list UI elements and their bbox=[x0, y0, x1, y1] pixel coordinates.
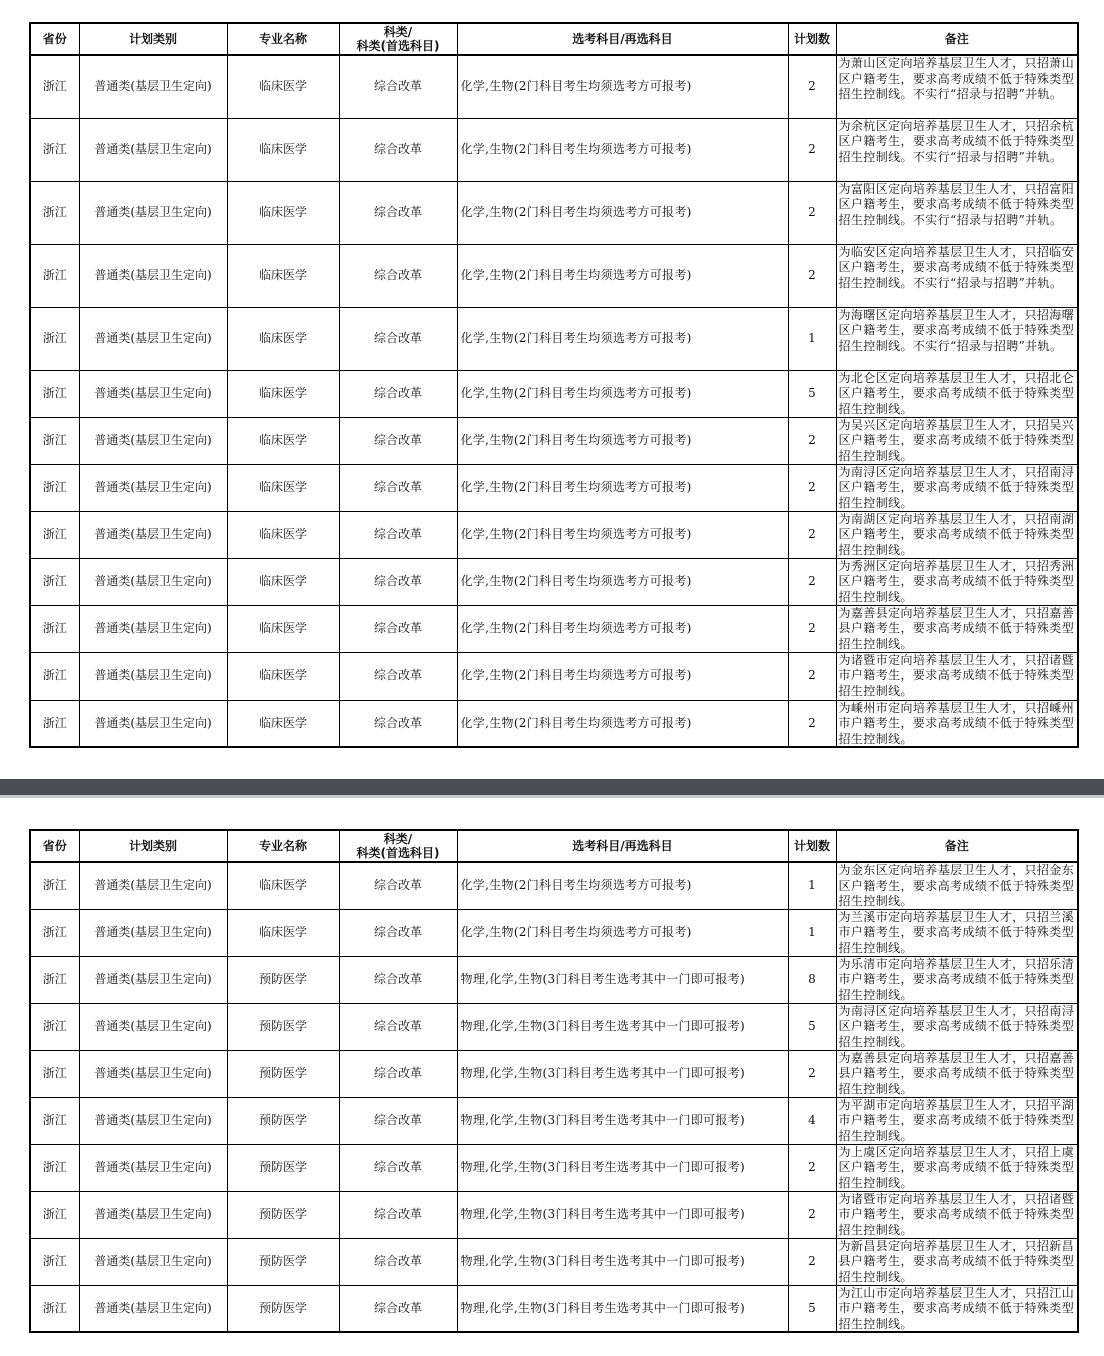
cell-province: 浙江 bbox=[30, 307, 79, 370]
cell-plan-type: 普通类(基层卫生定向) bbox=[79, 1144, 227, 1191]
cell-province: 浙江 bbox=[30, 1144, 79, 1191]
cell-subjects: 物理,化学,生物(3门科目考生选考其中一门即可报考) bbox=[457, 1003, 788, 1050]
cell-note bbox=[836, 417, 1078, 464]
header-category-line2: 科类(首选科目) bbox=[356, 846, 440, 860]
cell-note bbox=[836, 1285, 1078, 1332]
cell-subjects: 物理,化学,生物(3门科目考生选考其中一门即可报考) bbox=[457, 1285, 788, 1332]
header-major: 专业名称 bbox=[227, 23, 339, 55]
header-plan-type: 计划类别 bbox=[79, 23, 227, 55]
note-text: 为诸暨市定向培养基层卫生人才，只招诸暨市户籍考生，要求高考成绩不低于特殊类型招生控制线。 bbox=[838, 1191, 1075, 1237]
cell-category: 综合改革 bbox=[339, 417, 457, 464]
cell-subjects: 物理,化学,生物(3门科目考生选考其中一门即可报考) bbox=[457, 1191, 788, 1238]
cell-count: 4 bbox=[788, 1097, 836, 1144]
cell-plan-type: 普通类(基层卫生定向) bbox=[79, 700, 227, 747]
cell-major: 临床医学 bbox=[227, 118, 339, 181]
cell-category: 综合改革 bbox=[339, 464, 457, 511]
table-row bbox=[30, 1144, 1078, 1191]
cell-note bbox=[836, 1003, 1078, 1050]
cell-major: 临床医学 bbox=[227, 244, 339, 307]
table-header-row bbox=[30, 23, 1078, 55]
cell-subjects: 物理,化学,生物(3门科目考生选考其中一门即可报考) bbox=[457, 1050, 788, 1097]
cell-plan-type: 普通类(基层卫生定向) bbox=[79, 118, 227, 181]
table-row bbox=[30, 244, 1078, 307]
header-province: 省份 bbox=[30, 830, 79, 862]
cell-count: 5 bbox=[788, 1003, 836, 1050]
cell-count: 2 bbox=[788, 1191, 836, 1238]
header-plan-type: 计划类别 bbox=[79, 830, 227, 862]
table-row bbox=[30, 1191, 1078, 1238]
cell-plan-type: 普通类(基层卫生定向) bbox=[79, 652, 227, 700]
note-text: 为富阳区定向培养基层卫生人才，只招富阳区户籍考生，要求高考成绩不低于特殊类型招生控制线。不实行“招录与招聘”并轨。 bbox=[838, 181, 1075, 227]
cell-category: 综合改革 bbox=[339, 370, 457, 417]
admission-plan-table-2 bbox=[29, 829, 1079, 1333]
cell-plan-type: 普通类(基层卫生定向) bbox=[79, 862, 227, 909]
cell-count: 2 bbox=[788, 1238, 836, 1285]
header-note: 备注 bbox=[836, 830, 1078, 862]
cell-count: 2 bbox=[788, 1144, 836, 1191]
note-text: 为南湖区定向培养基层卫生人才，只招南湖区户籍考生，要求高考成绩不低于特殊类型招生控制线。 bbox=[838, 511, 1075, 557]
table-row bbox=[30, 862, 1078, 909]
cell-major: 临床医学 bbox=[227, 417, 339, 464]
cell-category: 综合改革 bbox=[339, 652, 457, 700]
cell-province: 浙江 bbox=[30, 1238, 79, 1285]
cell-count: 2 bbox=[788, 558, 836, 605]
cell-plan-type: 普通类(基层卫生定向) bbox=[79, 307, 227, 370]
cell-subjects: 化学,生物(2门科目考生均须选考方可报考) bbox=[457, 244, 788, 307]
header-category-line1: 科类/ bbox=[383, 25, 413, 39]
cell-subjects: 化学,生物(2门科目考生均须选考方可报考) bbox=[457, 55, 788, 118]
cell-province: 浙江 bbox=[30, 55, 79, 118]
cell-province: 浙江 bbox=[30, 862, 79, 909]
cell-major: 临床医学 bbox=[227, 511, 339, 558]
header-category bbox=[339, 830, 457, 862]
cell-count: 2 bbox=[788, 55, 836, 118]
table-row bbox=[30, 1238, 1078, 1285]
cell-note bbox=[836, 1191, 1078, 1238]
cell-subjects: 化学,生物(2门科目考生均须选考方可报考) bbox=[457, 652, 788, 700]
cell-province: 浙江 bbox=[30, 558, 79, 605]
cell-category: 综合改革 bbox=[339, 909, 457, 956]
cell-subjects: 化学,生物(2门科目考生均须选考方可报考) bbox=[457, 558, 788, 605]
table-row bbox=[30, 118, 1078, 181]
table-row bbox=[30, 370, 1078, 417]
cell-subjects: 化学,生物(2门科目考生均须选考方可报考) bbox=[457, 307, 788, 370]
cell-category: 综合改革 bbox=[339, 1285, 457, 1332]
cell-major: 预防医学 bbox=[227, 1003, 339, 1050]
cell-category: 综合改革 bbox=[339, 862, 457, 909]
cell-plan-type: 普通类(基层卫生定向) bbox=[79, 558, 227, 605]
table-row bbox=[30, 1285, 1078, 1332]
cell-province: 浙江 bbox=[30, 700, 79, 747]
table-body-2 bbox=[30, 862, 1078, 1332]
cell-subjects: 化学,生物(2门科目考生均须选考方可报考) bbox=[457, 862, 788, 909]
cell-province: 浙江 bbox=[30, 652, 79, 700]
cell-major: 预防医学 bbox=[227, 1285, 339, 1332]
table-row bbox=[30, 909, 1078, 956]
cell-note bbox=[836, 558, 1078, 605]
cell-count: 2 bbox=[788, 464, 836, 511]
cell-plan-type: 普通类(基层卫生定向) bbox=[79, 55, 227, 118]
cell-count: 2 bbox=[788, 417, 836, 464]
note-text: 为江山市定向培养基层卫生人才，只招江山市户籍考生，要求高考成绩不低于特殊类型招生控制线。 bbox=[838, 1285, 1075, 1331]
cell-subjects: 物理,化学,生物(3门科目考生选考其中一门即可报考) bbox=[457, 1097, 788, 1144]
cell-note bbox=[836, 605, 1078, 652]
table-row bbox=[30, 307, 1078, 370]
cell-category: 综合改革 bbox=[339, 307, 457, 370]
cell-count: 2 bbox=[788, 1050, 836, 1097]
table-row bbox=[30, 956, 1078, 1003]
table-row bbox=[30, 652, 1078, 700]
cell-category: 综合改革 bbox=[339, 956, 457, 1003]
cell-major: 临床医学 bbox=[227, 862, 339, 909]
cell-subjects: 化学,生物(2门科目考生均须选考方可报考) bbox=[457, 118, 788, 181]
cell-major: 临床医学 bbox=[227, 307, 339, 370]
header-category-line2: 科类(首选科目) bbox=[356, 39, 440, 53]
table-row bbox=[30, 1097, 1078, 1144]
cell-plan-type: 普通类(基层卫生定向) bbox=[79, 1097, 227, 1144]
note-text: 为临安区定向培养基层卫生人才，只招临安区户籍考生，要求高考成绩不低于特殊类型招生控制线。不实行“招录与招聘”并轨。 bbox=[838, 244, 1075, 290]
cell-note bbox=[836, 956, 1078, 1003]
cell-province: 浙江 bbox=[30, 1097, 79, 1144]
cell-major: 预防医学 bbox=[227, 1144, 339, 1191]
cell-major: 临床医学 bbox=[227, 909, 339, 956]
cell-category: 综合改革 bbox=[339, 700, 457, 747]
cell-note bbox=[836, 370, 1078, 417]
cell-major: 临床医学 bbox=[227, 700, 339, 747]
cell-category: 综合改革 bbox=[339, 55, 457, 118]
header-note: 备注 bbox=[836, 23, 1078, 55]
cell-province: 浙江 bbox=[30, 244, 79, 307]
cell-category: 综合改革 bbox=[339, 605, 457, 652]
cell-note bbox=[836, 511, 1078, 558]
header-count: 计划数 bbox=[788, 830, 836, 862]
cell-subjects: 化学,生物(2门科目考生均须选考方可报考) bbox=[457, 700, 788, 747]
cell-category: 综合改革 bbox=[339, 1238, 457, 1285]
header-category bbox=[339, 23, 457, 55]
cell-category: 综合改革 bbox=[339, 1144, 457, 1191]
cell-plan-type: 普通类(基层卫生定向) bbox=[79, 181, 227, 244]
table-row bbox=[30, 181, 1078, 244]
cell-count: 5 bbox=[788, 1285, 836, 1332]
header-category-line1: 科类/ bbox=[383, 832, 413, 846]
cell-plan-type: 普通类(基层卫生定向) bbox=[79, 956, 227, 1003]
note-text: 为余杭区定向培养基层卫生人才，只招余杭区户籍考生，要求高考成绩不低于特殊类型招生控制线。不实行“招录与招聘”并轨。 bbox=[838, 118, 1075, 164]
cell-note bbox=[836, 307, 1078, 370]
cell-category: 综合改革 bbox=[339, 118, 457, 181]
cell-count: 2 bbox=[788, 244, 836, 307]
cell-note bbox=[836, 1238, 1078, 1285]
note-text: 为嘉善县定向培养基层卫生人才，只招嘉善县户籍考生，要求高考成绩不低于特殊类型招生控制线。 bbox=[838, 1050, 1075, 1096]
cell-major: 临床医学 bbox=[227, 652, 339, 700]
cell-province: 浙江 bbox=[30, 1191, 79, 1238]
cell-plan-type: 普通类(基层卫生定向) bbox=[79, 244, 227, 307]
cell-category: 综合改革 bbox=[339, 181, 457, 244]
cell-count: 2 bbox=[788, 700, 836, 747]
cell-province: 浙江 bbox=[30, 909, 79, 956]
table-row bbox=[30, 1003, 1078, 1050]
table-row bbox=[30, 605, 1078, 652]
cell-plan-type: 普通类(基层卫生定向) bbox=[79, 511, 227, 558]
cell-province: 浙江 bbox=[30, 956, 79, 1003]
cell-major: 临床医学 bbox=[227, 464, 339, 511]
cell-province: 浙江 bbox=[30, 181, 79, 244]
cell-province: 浙江 bbox=[30, 605, 79, 652]
cell-province: 浙江 bbox=[30, 118, 79, 181]
table-row bbox=[30, 464, 1078, 511]
cell-major: 临床医学 bbox=[227, 370, 339, 417]
note-text: 为诸暨市定向培养基层卫生人才，只招诸暨市户籍考生，要求高考成绩不低于特殊类型招生控制线。 bbox=[838, 652, 1075, 698]
cell-plan-type: 普通类(基层卫生定向) bbox=[79, 1191, 227, 1238]
cell-note bbox=[836, 244, 1078, 307]
note-text: 为南浔区定向培养基层卫生人才，只招南浔区户籍考生，要求高考成绩不低于特殊类型招生控制线。 bbox=[838, 1003, 1075, 1049]
note-text: 为嵊州市定向培养基层卫生人才，只招嵊州市户籍考生，要求高考成绩不低于特殊类型招生控制线。 bbox=[838, 700, 1075, 746]
note-text: 为新昌县定向培养基层卫生人才，只招新昌县户籍考生，要求高考成绩不低于特殊类型招生控制线。 bbox=[838, 1238, 1075, 1284]
cell-province: 浙江 bbox=[30, 511, 79, 558]
cell-major: 临床医学 bbox=[227, 181, 339, 244]
cell-plan-type: 普通类(基层卫生定向) bbox=[79, 370, 227, 417]
cell-category: 综合改革 bbox=[339, 1191, 457, 1238]
cell-category: 综合改革 bbox=[339, 558, 457, 605]
note-text: 为南浔区定向培养基层卫生人才，只招南浔区户籍考生，要求高考成绩不低于特殊类型招生控制线。 bbox=[838, 464, 1075, 510]
cell-note bbox=[836, 1050, 1078, 1097]
cell-count: 1 bbox=[788, 307, 836, 370]
cell-subjects: 化学,生物(2门科目考生均须选考方可报考) bbox=[457, 181, 788, 244]
header-subjects: 选考科目/再选科目 bbox=[457, 23, 788, 55]
cell-note bbox=[836, 55, 1078, 118]
cell-subjects: 化学,生物(2门科目考生均须选考方可报考) bbox=[457, 370, 788, 417]
page-divider bbox=[0, 779, 1104, 798]
cell-count: 8 bbox=[788, 956, 836, 1003]
cell-plan-type: 普通类(基层卫生定向) bbox=[79, 1003, 227, 1050]
table-row bbox=[30, 1050, 1078, 1097]
table-row bbox=[30, 558, 1078, 605]
cell-major: 预防医学 bbox=[227, 1097, 339, 1144]
cell-note bbox=[836, 862, 1078, 909]
table-row bbox=[30, 55, 1078, 118]
cell-count: 2 bbox=[788, 181, 836, 244]
cell-count: 1 bbox=[788, 862, 836, 909]
cell-plan-type: 普通类(基层卫生定向) bbox=[79, 605, 227, 652]
cell-province: 浙江 bbox=[30, 1285, 79, 1332]
note-text: 为乐清市定向培养基层卫生人才，只招乐清市户籍考生，要求高考成绩不低于特殊类型招生控制线。 bbox=[838, 956, 1075, 1002]
cell-category: 综合改革 bbox=[339, 244, 457, 307]
cell-major: 预防医学 bbox=[227, 1238, 339, 1285]
table-row bbox=[30, 417, 1078, 464]
table-row bbox=[30, 511, 1078, 558]
cell-major: 预防医学 bbox=[227, 956, 339, 1003]
cell-category: 综合改革 bbox=[339, 511, 457, 558]
cell-count: 5 bbox=[788, 370, 836, 417]
cell-note bbox=[836, 909, 1078, 956]
cell-plan-type: 普通类(基层卫生定向) bbox=[79, 1285, 227, 1332]
cell-province: 浙江 bbox=[30, 417, 79, 464]
cell-category: 综合改革 bbox=[339, 1097, 457, 1144]
note-text: 为平湖市定向培养基层卫生人才，只招平湖市户籍考生，要求高考成绩不低于特殊类型招生控制线。 bbox=[838, 1097, 1075, 1143]
cell-note bbox=[836, 1144, 1078, 1191]
cell-major: 临床医学 bbox=[227, 605, 339, 652]
cell-province: 浙江 bbox=[30, 1003, 79, 1050]
note-text: 为上虞区定向培养基层卫生人才，只招上虞区户籍考生，要求高考成绩不低于特殊类型招生控制线。 bbox=[838, 1144, 1075, 1190]
cell-subjects: 物理,化学,生物(3门科目考生选考其中一门即可报考) bbox=[457, 1144, 788, 1191]
note-text: 为萧山区定向培养基层卫生人才，只招萧山区户籍考生，要求高考成绩不低于特殊类型招生控制线。不实行“招录与招聘”并轨。 bbox=[838, 56, 1075, 101]
cell-note bbox=[836, 464, 1078, 511]
note-text: 为海曙区定向培养基层卫生人才，只招海曙区户籍考生，要求高考成绩不低于特殊类型招生控制线。不实行“招录与招聘”并轨。 bbox=[838, 307, 1075, 353]
note-text: 为嘉善县定向培养基层卫生人才，只招嘉善县户籍考生，要求高考成绩不低于特殊类型招生控制线。 bbox=[838, 605, 1075, 651]
header-province: 省份 bbox=[30, 23, 79, 55]
table-header-row bbox=[30, 830, 1078, 862]
cell-note bbox=[836, 1097, 1078, 1144]
cell-plan-type: 普通类(基层卫生定向) bbox=[79, 1050, 227, 1097]
cell-category: 综合改革 bbox=[339, 1050, 457, 1097]
cell-subjects: 物理,化学,生物(3门科目考生选考其中一门即可报考) bbox=[457, 1238, 788, 1285]
cell-count: 2 bbox=[788, 118, 836, 181]
cell-major: 预防医学 bbox=[227, 1050, 339, 1097]
note-text: 为金东区定向培养基层卫生人才，只招金东区户籍考生，要求高考成绩不低于特殊类型招生控制线。 bbox=[838, 863, 1075, 908]
cell-note bbox=[836, 700, 1078, 747]
note-text: 为秀洲区定向培养基层卫生人才，只招秀洲区户籍考生，要求高考成绩不低于特殊类型招生控制线。 bbox=[838, 558, 1075, 604]
cell-count: 2 bbox=[788, 652, 836, 700]
cell-note bbox=[836, 118, 1078, 181]
cell-major: 临床医学 bbox=[227, 558, 339, 605]
note-text: 为吴兴区定向培养基层卫生人才，只招吴兴区户籍考生，要求高考成绩不低于特殊类型招生控制线。 bbox=[838, 417, 1075, 463]
header-major: 专业名称 bbox=[227, 830, 339, 862]
cell-major: 临床医学 bbox=[227, 55, 339, 118]
cell-province: 浙江 bbox=[30, 370, 79, 417]
cell-category: 综合改革 bbox=[339, 1003, 457, 1050]
cell-subjects: 化学,生物(2门科目考生均须选考方可报考) bbox=[457, 417, 788, 464]
cell-major: 预防医学 bbox=[227, 1191, 339, 1238]
cell-plan-type: 普通类(基层卫生定向) bbox=[79, 1238, 227, 1285]
header-count: 计划数 bbox=[788, 23, 836, 55]
cell-plan-type: 普通类(基层卫生定向) bbox=[79, 464, 227, 511]
cell-count: 2 bbox=[788, 605, 836, 652]
cell-province: 浙江 bbox=[30, 1050, 79, 1097]
header-subjects: 选考科目/再选科目 bbox=[457, 830, 788, 862]
admission-plan-table-1 bbox=[29, 22, 1079, 748]
note-text: 为北仑区定向培养基层卫生人才，只招北仑区户籍考生，要求高考成绩不低于特殊类型招生控制线。 bbox=[838, 370, 1075, 416]
cell-province: 浙江 bbox=[30, 464, 79, 511]
cell-plan-type: 普通类(基层卫生定向) bbox=[79, 909, 227, 956]
cell-subjects: 化学,生物(2门科目考生均须选考方可报考) bbox=[457, 605, 788, 652]
cell-note bbox=[836, 181, 1078, 244]
table-row bbox=[30, 700, 1078, 747]
cell-subjects: 化学,生物(2门科目考生均须选考方可报考) bbox=[457, 464, 788, 511]
cell-note bbox=[836, 652, 1078, 700]
cell-subjects: 物理,化学,生物(3门科目考生选考其中一门即可报考) bbox=[457, 956, 788, 1003]
cell-subjects: 化学,生物(2门科目考生均须选考方可报考) bbox=[457, 511, 788, 558]
cell-count: 1 bbox=[788, 909, 836, 956]
cell-plan-type: 普通类(基层卫生定向) bbox=[79, 417, 227, 464]
table-body-1 bbox=[30, 55, 1078, 747]
cell-count: 2 bbox=[788, 511, 836, 558]
note-text: 为兰溪市定向培养基层卫生人才，只招兰溪市户籍考生，要求高考成绩不低于特殊类型招生控制线。 bbox=[838, 909, 1075, 955]
cell-subjects: 化学,生物(2门科目考生均须选考方可报考) bbox=[457, 909, 788, 956]
